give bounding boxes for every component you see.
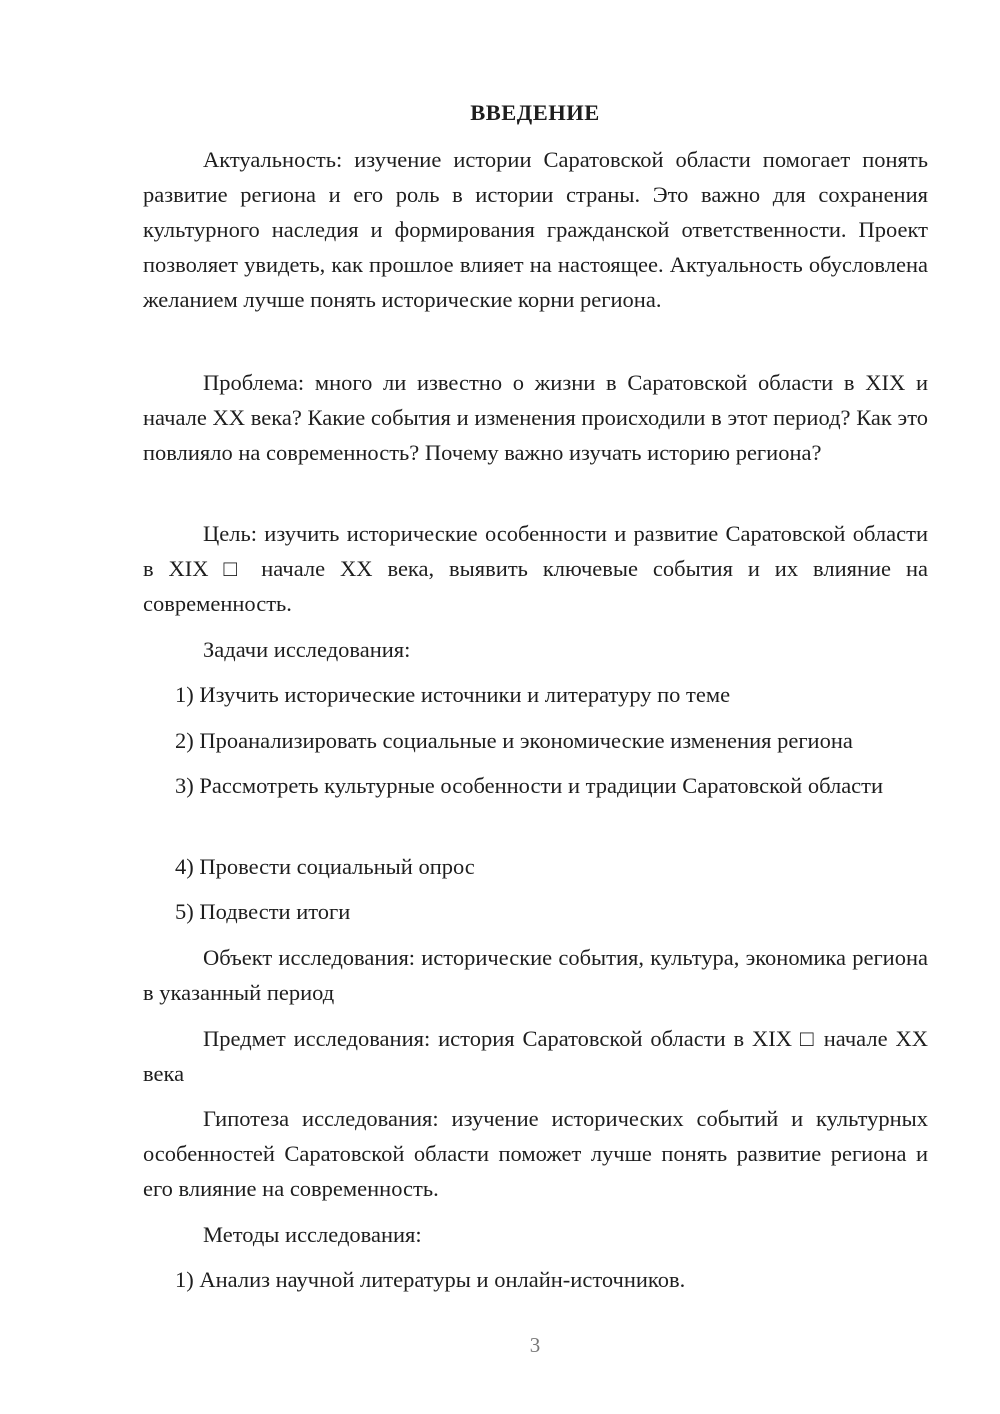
problem-paragraph: Проблема: много ли известно о жизни в Саратовской области в XIX и начале XX века? Какие события и изменения происходили в этот период? Как это повлияло на современность? Почему важно изучать историю региона? — [143, 370, 928, 465]
task-item: 4) Провести социальный опрос — [175, 854, 475, 879]
goal-paragraph: Цель: изучить исторические особенности и развитие Саратовской области в XIX □ начале XX века, выявить ключевые события и их влияние на современность. — [143, 521, 928, 616]
method-item: 1) Анализ научной литературы и онлайн-источников. — [175, 1267, 686, 1292]
page-number: 3 — [529, 1333, 541, 1357]
task-item: 5) Подвести итоги — [175, 899, 351, 924]
tasks-label: Задачи исследования: — [203, 637, 411, 662]
relevance-paragraph: Актуальность: изучение истории Саратовской области помогает понять развитие региона и его роль в истории страны. Это важно для сохранения культурного наследия и формирования гражданской ответственности. Проект позволяет увидеть, как прошлое влияет на настоящее. Актуальность обусловлена желанием лучше понять исторические корни региона. — [143, 147, 928, 312]
object-paragraph: Объект исследования: исторические события, культура, экономика региона в указанный период — [143, 945, 928, 1005]
hypothesis-paragraph: Гипотеза исследования: изучение исторических событий и культурных особенностей Саратовской области поможет лучше понять развитие региона и его влияние на современность. — [143, 1106, 928, 1201]
task-item: 1) Изучить исторические источники и литературу по теме — [175, 682, 731, 707]
task-item: 2) Проанализировать социальные и экономические изменения региона — [175, 728, 853, 753]
task-item: 3) Рассмотреть культурные особенности и традиции Саратовской области — [175, 773, 884, 798]
subject-paragraph: Предмет исследования: история Саратовской области в XIX □ начале XX века — [143, 1026, 928, 1086]
methods-label: Методы исследования: — [203, 1222, 422, 1247]
section-heading: ВВЕДЕНИЕ — [470, 100, 600, 125]
